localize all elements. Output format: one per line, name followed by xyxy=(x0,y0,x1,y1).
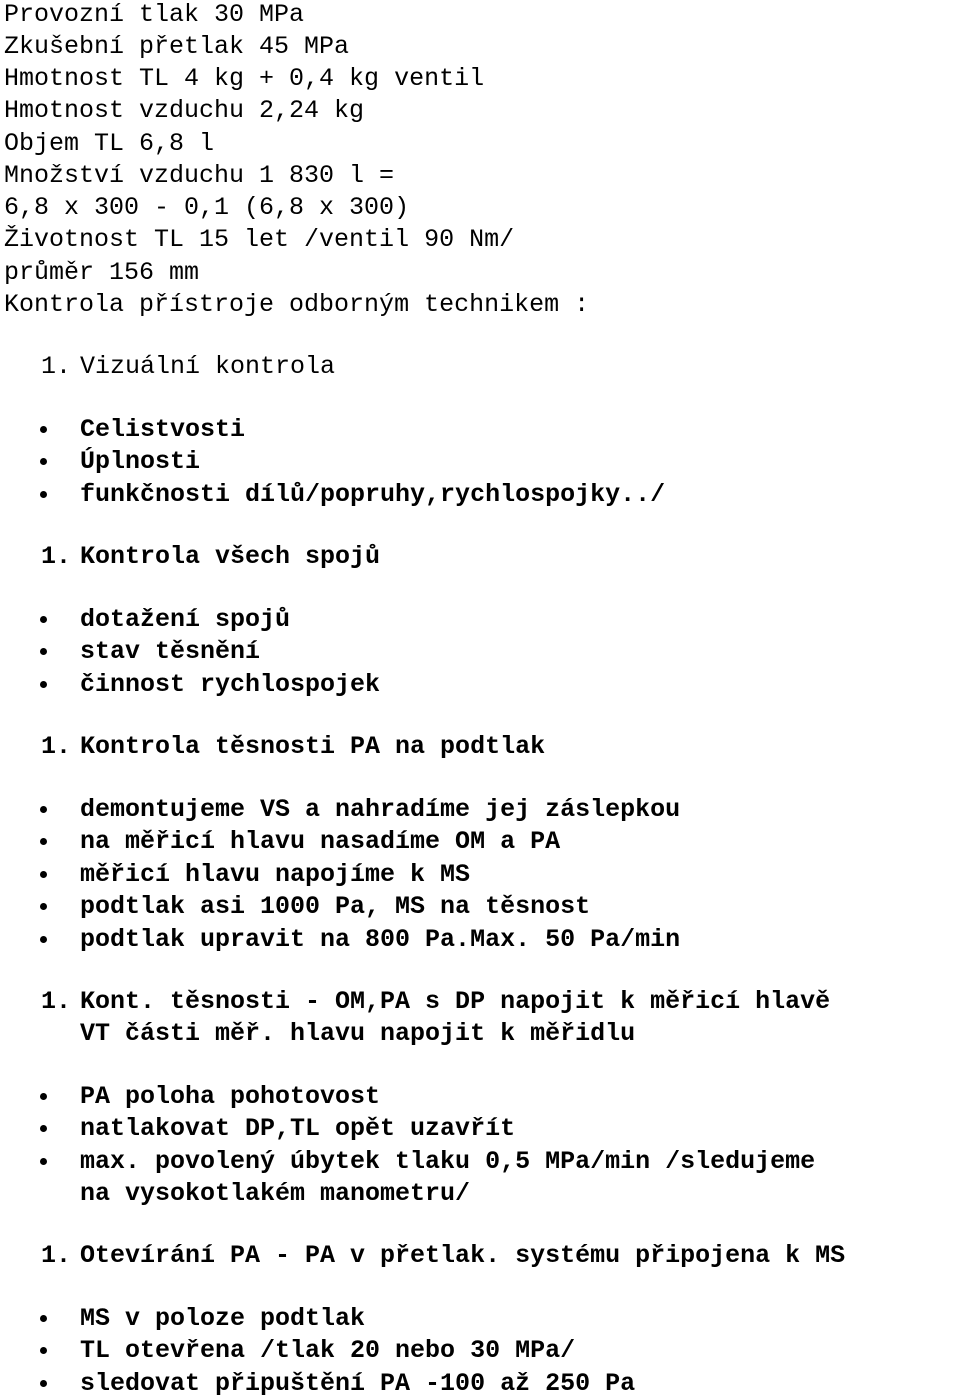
bullet-text: TL otevřena /tlak 20 nebo 30 MPa/ xyxy=(80,1336,576,1365)
bullet-text: podtlak upravit na 800 Pa.Max. 50 Pa/min xyxy=(80,925,681,954)
spec-line: Provozní tlak 30 MPa xyxy=(4,0,305,29)
bullet-text: sledovat připuštění PA -100 až 250 Pa xyxy=(80,1369,636,1398)
bullet-text: natlakovat DP,TL opět uzavřít xyxy=(80,1114,516,1143)
bullet-text: dotažení spojů xyxy=(80,605,291,634)
bullet-text: podtlak asi 1000 Pa, MS na těsnost xyxy=(80,892,591,921)
section-number: 1. xyxy=(41,352,72,381)
spec-line: Zkušební přetlak 45 MPa xyxy=(4,32,350,61)
bullet-text: měřicí hlavu napojíme k MS xyxy=(80,860,471,889)
bullet-dot xyxy=(40,838,47,845)
bullet-dot xyxy=(40,936,47,943)
bullet-dot xyxy=(40,1158,47,1165)
bullet-dot xyxy=(40,1125,47,1132)
bullet-text: demontujeme VS a nahradíme jej záslepkou xyxy=(80,795,681,824)
section-number: 1. xyxy=(41,987,72,1016)
bullet-text: činnost rychlospojek xyxy=(80,670,381,699)
bullet-dot xyxy=(40,871,47,878)
bullet-dot xyxy=(40,806,47,813)
bullet-text: na měřicí hlavu nasadíme OM a PA xyxy=(80,827,561,856)
bullet-dot xyxy=(40,426,47,433)
bullet-dot xyxy=(40,616,47,623)
bullet-text: MS v poloze podtlak xyxy=(80,1304,366,1333)
bullet-dot xyxy=(40,1315,47,1322)
section-heading: Kont. těsnosti - OM,PA s DP napojit k měřicí hlavě xyxy=(80,987,831,1016)
bullet-dot xyxy=(40,1380,47,1387)
bullet-dot xyxy=(40,648,47,655)
section-number: 1. xyxy=(41,732,72,761)
section-heading: Otevírání PA - PA v přetlak. systému připojena k MS xyxy=(80,1241,846,1270)
spec-line: Množství vzduchu 1 830 l = xyxy=(4,161,395,190)
spec-line: 6,8 x 300 - 0,1 (6,8 x 300) xyxy=(4,193,410,222)
bullet-dot xyxy=(40,458,47,465)
section-number: 1. xyxy=(41,1241,72,1270)
spec-line: Hmotnost TL 4 kg + 0,4 kg ventil xyxy=(4,64,485,93)
spec-line: průměr 156 mm xyxy=(4,258,200,287)
bullet-text: funkčnosti dílů/popruhy,rychlospojky../ xyxy=(80,480,666,509)
bullet-text-continued: na vysokotlakém manometru/ xyxy=(80,1179,471,1208)
spec-line: Kontrola přístroje odborným technikem : xyxy=(4,290,590,319)
spec-line: Hmotnost vzduchu 2,24 kg xyxy=(4,96,365,125)
spec-line: Objem TL 6,8 l xyxy=(4,129,215,158)
bullet-text: PA poloha pohotovost xyxy=(80,1082,381,1111)
bullet-dot xyxy=(40,903,47,910)
bullet-dot xyxy=(40,1093,47,1100)
section-number: 1. xyxy=(41,542,72,571)
bullet-text: Celistvosti xyxy=(80,415,246,444)
bullet-text: stav těsnění xyxy=(80,637,261,666)
section-heading: Kontrola všech spojů xyxy=(80,542,381,571)
bullet-text: Úplnosti xyxy=(80,447,201,476)
section-heading: Vizuální kontrola xyxy=(80,352,336,381)
spec-line: Životnost TL 15 let /ventil 90 Nm/ xyxy=(4,225,515,254)
bullet-dot xyxy=(40,491,47,498)
section-heading-continued: VT části měř. hlavu napojit k měřidlu xyxy=(80,1019,636,1048)
section-heading: Kontrola těsnosti PA na podtlak xyxy=(80,732,546,761)
bullet-dot xyxy=(40,1347,47,1354)
bullet-text: max. povolený úbytek tlaku 0,5 MPa/min /sledujeme xyxy=(80,1147,816,1176)
bullet-dot xyxy=(40,681,47,688)
